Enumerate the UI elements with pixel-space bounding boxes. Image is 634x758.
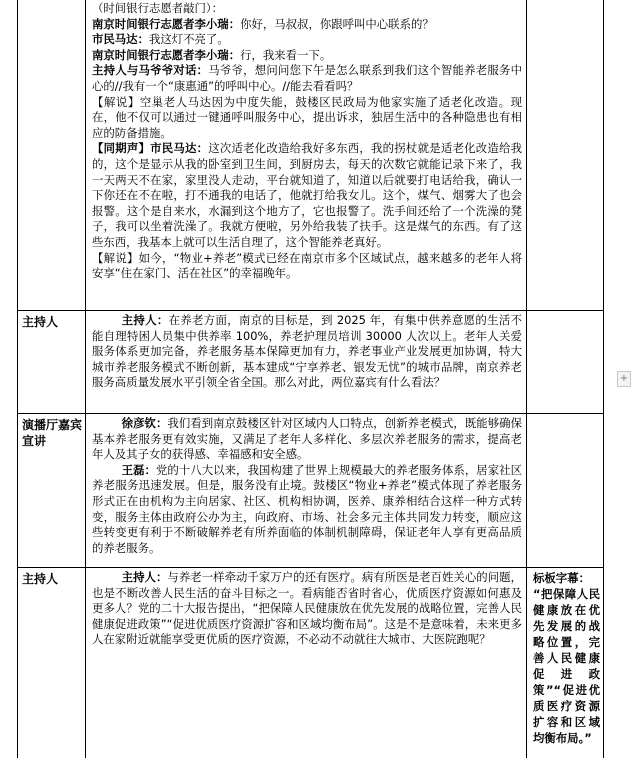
table-row [18, 568, 604, 758]
row2-content [86, 311, 526, 391]
note-cell [527, 414, 604, 568]
script-line [92, 1, 522, 17]
row4-content [86, 568, 526, 648]
speech-text: 行，我来看一下。 [240, 47, 332, 62]
script-line [92, 95, 522, 142]
role-label: 演播厅嘉宾宣讲 [22, 418, 83, 448]
content-cell [86, 414, 527, 568]
speech-text: 如今，“物业+养老”模式已经在南京市多个区域试点，越来越多的老年人将安享“住在家门、活在社区”的幸福晚年。 [92, 250, 522, 281]
section-tag: 【解说】 [92, 250, 139, 265]
row1-content [86, 0, 526, 282]
speech-text: 空巢老人马达因为中度失能，鼓楼区民政局为他家实施了适老化改造。现在，他不仅可以通过一键通呼叫服务中心，提出诉求，独居生活中的各种隐患也有相应的防备措施。 [92, 94, 522, 140]
note-cell [527, 311, 604, 414]
speech-text: 在养老方面，南京的目标是，到 2025 年，有集中供养意愿的生活不能自理特困人员集中供养率 100%，养老护理员培训 30000 人次以上。老年人关爱服务体系更加完备，养老服务基本保障更加有力，养老事业产业发展更加协调，特大城市养老服务模式不断创新，基本建成“宁享养老、银发无忧”的城市品牌，南京养老服务高质量发展水平引领全省全国。那么对此，两位嘉宾有什么看法？ [92, 313, 522, 390]
stage-direction: （时间银行志愿者敲门）： [92, 1, 223, 15]
speaker-label: 市民马达： [92, 32, 149, 47]
caption-note [527, 568, 603, 746]
speaker-label: 主持人： [121, 570, 168, 584]
role-cell [18, 311, 86, 414]
speaker-label: 王磊： [121, 462, 156, 477]
speaker-label: 市民马达： [150, 141, 209, 156]
table-row [18, 0, 604, 311]
speech-text: 这次适老化改造给我好多东西，我的拐杖就是适老化改造给我的，这个是显示从我的卧室到卫生间，到厨房去，每天的次数它就能记录下来了，我一天两天不在家，家里没人走动，平台就知道了，知道以后就要打电话给我，确认一下你还在不在啦，打不通我的电话了，他就打给我女儿。这个，煤气、烟雾大了也会报警。这个是自来水，水漏到这个地方了，它也报警了。洗手间还给了一个洗澡的凳子，我可以坐着洗澡了。我就方便啦，另外给我装了扶手。这是煤气的东西。有了这些东西，我基本上就可以生活自理了，这个智能养老真好。 [92, 141, 522, 249]
script-line [92, 48, 522, 64]
script-line [92, 141, 522, 250]
table-row [18, 311, 604, 414]
content-cell [86, 311, 527, 414]
row3-content [86, 414, 526, 556]
speaker-label: 南京时间银行志愿者李小瑞： [92, 16, 241, 31]
speech-text: 我这灯不亮了。 [148, 32, 229, 47]
table-row [18, 414, 604, 568]
section-tag: 【同期声】 [92, 141, 151, 156]
role-cell [18, 0, 86, 311]
content-cell [86, 568, 527, 758]
speaker-label: 南京时间银行志愿者李小瑞： [92, 47, 241, 62]
content-cell [86, 0, 527, 311]
speaker-label: 主持人与马爷爷对话： [92, 63, 209, 78]
role-cell [18, 414, 86, 568]
note-cell [527, 0, 604, 311]
add-row-button[interactable]: + [617, 371, 631, 387]
script-line [92, 251, 522, 282]
speech-text: 马爷爷，想问问您下午是怎么联系到我们这个智能养老服务中心的//我有一个“康惠通”的呼叫中心。//能去看看吗？ [92, 63, 522, 93]
script-line [92, 17, 522, 33]
script-line [92, 63, 522, 94]
note-cell [527, 568, 604, 758]
speaker-label: 主持人： [121, 313, 169, 327]
script-line [92, 32, 522, 48]
speech-text: 党的十八大以来，我国构建了世界上规模最大的养老服务体系，居家社区养老服务迅速发展。但是，服务没有止境。鼓楼区“物业+养老”模式体现了养老服务形式正在由机构为主向居家、社区、机构相协调，医养、康养相结合这样一种方式转变，服务主体由政府公办为主，向政府、市场、社会多元主体共同发力转变，顺应这些转变更有利于不断破解养老有所养面临的体制机制障碍，保证老年人享有更高品质的养老服务。 [92, 462, 522, 555]
speech-text: 你好，马叔叔，你跟呼叫中心联系的？ [240, 16, 434, 31]
role-label: 主持人 [22, 572, 59, 586]
speaker-label: 徐彦钦： [121, 416, 168, 430]
caption-title: 标板字幕： [533, 571, 590, 585]
section-tag: 【解说】 [92, 94, 140, 109]
speech-text: 我们看到南京鼓楼区针对区域内人口特点，创新养老模式，既能够确保基本养老服务更有效实施，又满足了老年人多样化、多层次养老服务的需求，提高老年人及其子女的获得感、幸福感和安全感。 [92, 416, 522, 462]
role-cell [18, 568, 86, 758]
caption-text: “把保障人民健康放在优先发展的战略位置，完善人民健康促进政策”“促进优质医疗资源扩容和区域均衡布局。” [533, 587, 600, 745]
role-label: 主持人 [22, 315, 59, 329]
script-table [17, 0, 604, 758]
speech-text: 与养老一样牵动千家万户的还有医疗。病有所医是老百姓关心的问题，也是不断改善人民生活的奋斗目标之一。看病能否省时省心，优质医疗资源如何惠及更多人？党的二十大报告提出，“把保障人民健康放在优先发展的战略位置，完善人民健康促进政策”“促进优质医疗资源扩容和区域均衡布局”。这是不是意味着，未来更多人在家附近就能享受更优质的医疗资源，不必动不动就往大城市、大医院跑呢？ [92, 570, 522, 647]
